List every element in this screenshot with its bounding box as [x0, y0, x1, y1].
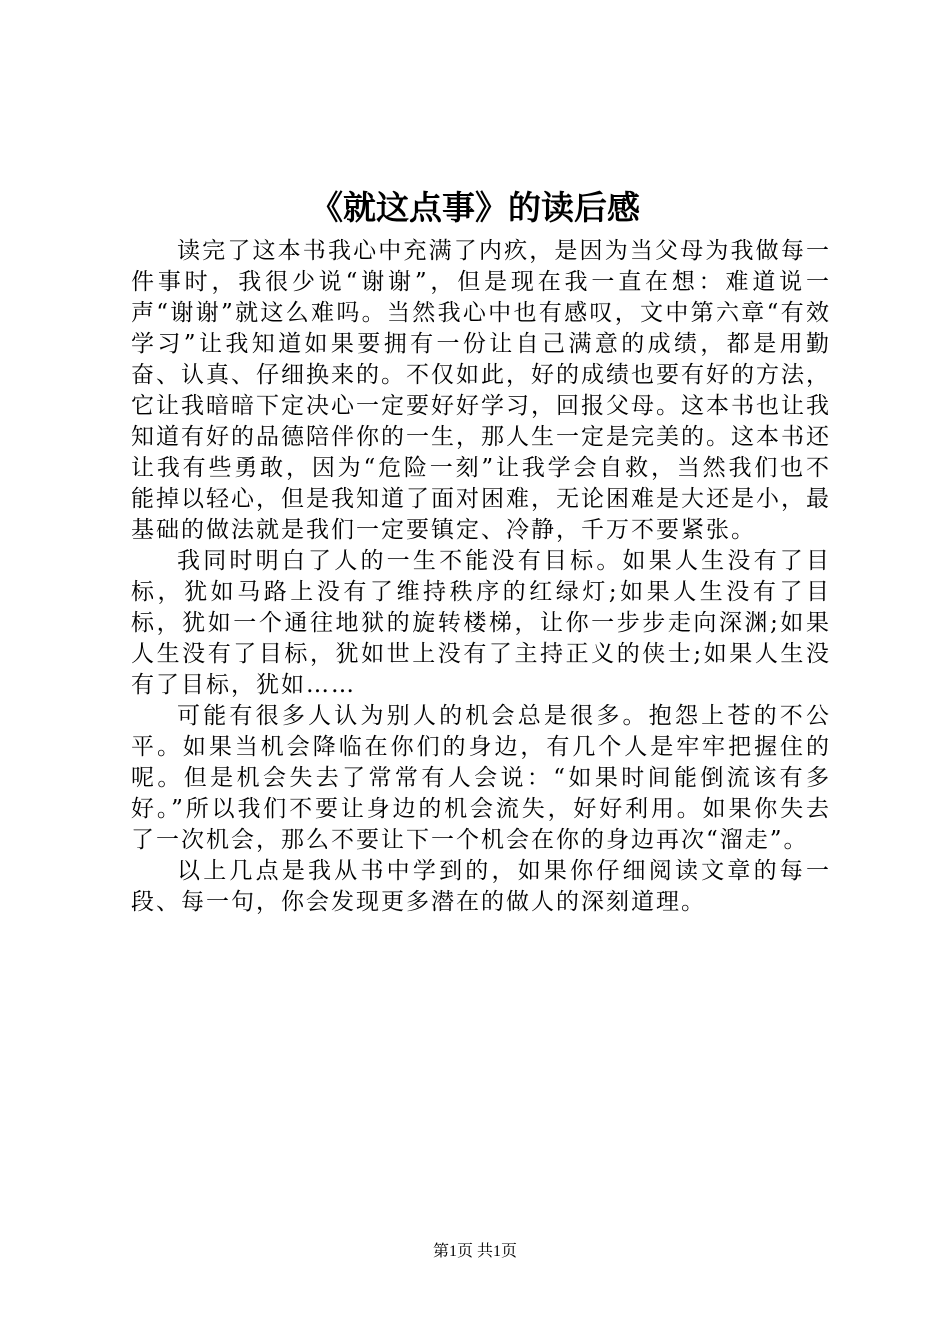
article-body	[131, 236, 831, 918]
page-title: 《就这点事》的读后感	[310, 188, 640, 227]
page-number-footer: 第1页 共1页	[432, 1243, 517, 1260]
paragraph-2: 我同时明白了人的一生不能没有目标。如果人生没有了目标，犹如马路上没有了维持秩序的红绿灯;如果人生没有了目标，犹如一个通往地狱的旋转楼梯，让你一步步走向深渊;如果人生没有了目标，犹如世上没有了主持正义的侠士;如果人生没有了目标，犹如……	[131, 548, 831, 698]
paragraph-4: 以上几点是我从书中学到的，如果你仔细阅读文章的每一段、每一句，你会发现更多潜在的做人的深刻道理。	[131, 858, 831, 915]
paragraph-3: 可能有很多人认为别人的机会总是很多。抱怨上苍的不公平。如果当机会降临在你们的身边，有几个人是牢牢把握住的呢。但是机会失去了常常有人会说：“如果时间能倒流该有多好。”所以我们不要让身边的机会流失，好好利用。如果你失去了一次机会，那么不要让下一个机会在你的身边再次“溜走”。	[131, 703, 831, 853]
paragraph-1: 读完了这本书我心中充满了内疚，是因为当父母为我做每一件事时，我很少说“谢谢”，但是现在我一直在想：难道说一声“谢谢”就这么难吗。当然我心中也有感叹，文中第六章“有效学习”让我知道如果要拥有一份让自己满意的成绩，都是用勤奋、认真、仔细换来的。不仅如此，好的成绩也要有好的方法，它让我暗暗下定决心一定要好好学习，回报父母。这本书也让我知道有好的品德陪伴你的一生，那人生一定是完美的。这本书还让我有些勇敢，因为“危险一刻”让我学会自救，当然我们也不能掉以轻心，但是我知道了面对困难，无论困难是大还是小，最基础的做法就是我们一定要镇定、冷静，千万不要紧张。	[131, 238, 831, 543]
